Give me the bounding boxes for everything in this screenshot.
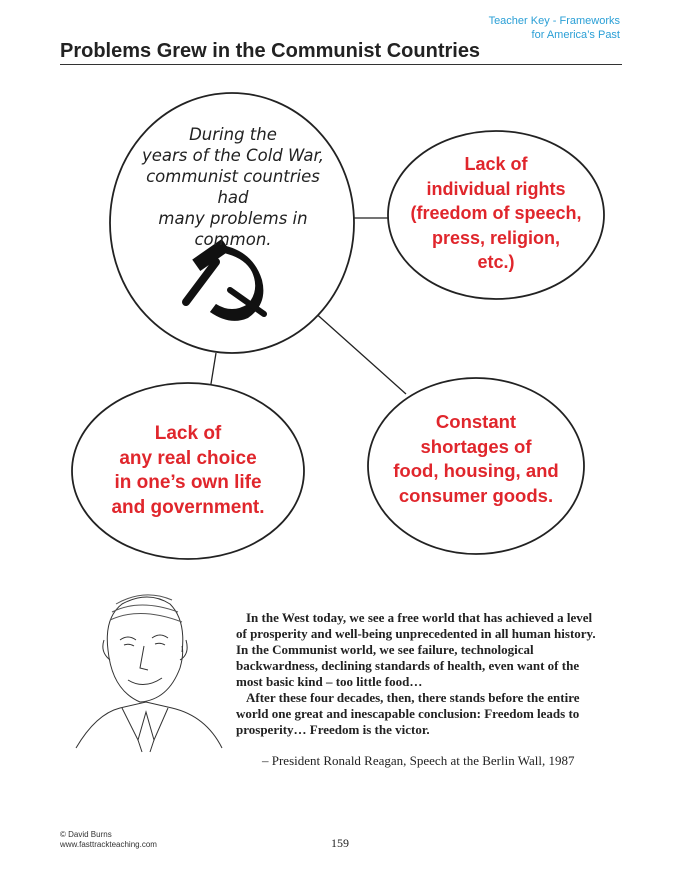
center-line-3: communist countries had: [146, 167, 320, 207]
bottom-left-bubble-text: [88, 422, 288, 520]
page-title: Problems Grew in the Communist Countries: [60, 40, 481, 62]
top-right-line-5: etc.): [477, 252, 515, 272]
ronald-reagan-portrait: [76, 595, 222, 752]
quote-attribution: – President Ronald Reagan, Speech at the Berlin Wall, 1987: [262, 753, 575, 768]
center-line-2: years of the Cold War,: [141, 146, 325, 165]
center-line-4: many problems in common.: [158, 209, 308, 249]
page-number: 159: [331, 836, 349, 850]
center-bubble-text: [128, 124, 338, 250]
bottom-right-line-4: consumer goods.: [398, 484, 554, 506]
bottom-right-line-3: food, housing, and: [393, 460, 559, 481]
center-line-1: During the: [189, 125, 277, 144]
top-right-line-1: Lack of: [464, 154, 528, 174]
bottom-right-bubble-text: [374, 410, 578, 508]
bottom-right-line-1: Constant: [435, 411, 517, 432]
bottom-left-line-4: and government.: [111, 496, 265, 518]
teacher-key-line2: for America’s Past: [531, 29, 620, 41]
bottom-left-line-2: any real choice: [119, 447, 257, 469]
quote-paragraph-1: In the West today, we see a free world that has achieved a level of prosperity and well-being unprecedented in all human history. In the Communist world, we see failure, technological backwardness, declining standards of health, even want of the most basic kind – too little food…: [236, 610, 596, 689]
teacher-key-line1: Teacher Key - Frameworks: [488, 15, 620, 27]
top-right-line-2: individual rights: [426, 178, 566, 199]
bottom-right-line-2: shortages of: [420, 435, 532, 457]
top-right-line-4: press, religion,: [431, 227, 561, 248]
bottom-left-line-3: in one’s own life: [114, 472, 262, 493]
top-right-line-3: (freedom of speech,: [410, 203, 582, 223]
bottom-left-line-1: Lack of: [154, 423, 222, 444]
reagan-quote: [236, 610, 598, 738]
footer-copyright: © David Burns: [60, 830, 112, 839]
footer-website: www.fasttrackteaching.com: [60, 840, 157, 849]
quote-paragraph-2: After these four decades, then, there stands before the entire world one great and inescapable conclusion: Freedom leads to prosperity… Freedom is the victor.: [236, 690, 580, 737]
connector-bottom-right: [312, 310, 406, 394]
top-right-bubble-text: [406, 152, 586, 275]
